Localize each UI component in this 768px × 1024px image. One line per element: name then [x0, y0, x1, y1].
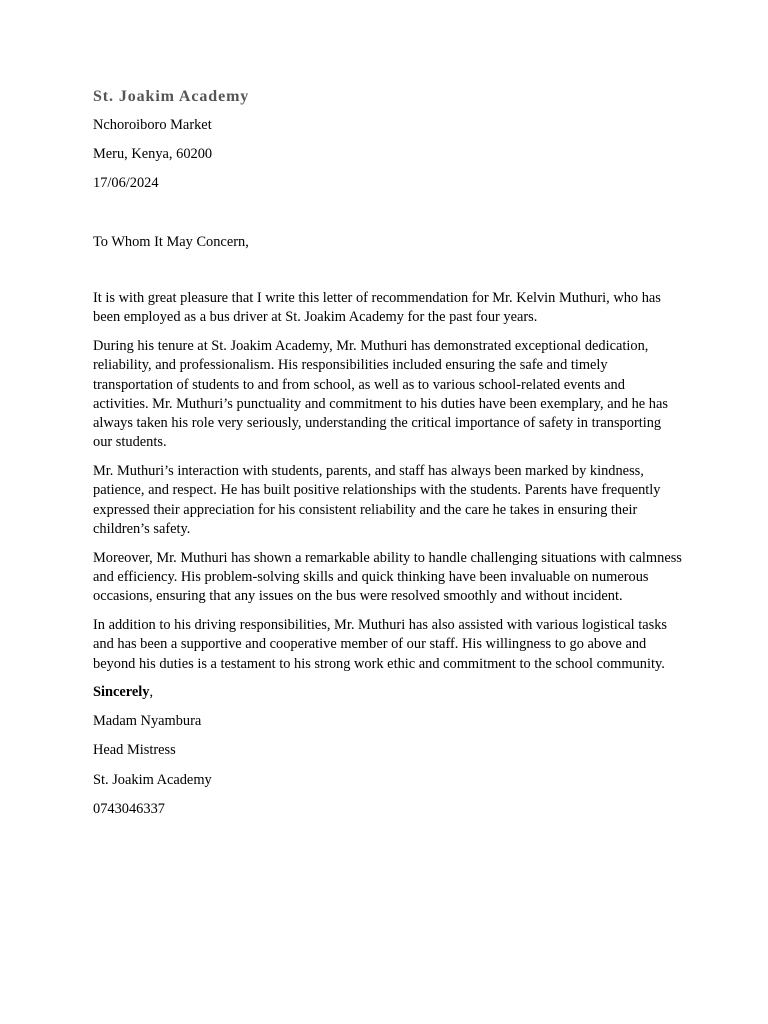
- sender-address-line-1: Nchoroiboro Market: [93, 117, 212, 133]
- valediction-word: Sincerely: [93, 684, 150, 701]
- valediction: [93, 683, 683, 703]
- signatory-title: Head Mistress: [93, 742, 176, 759]
- letter-body: [93, 289, 683, 674]
- body-paragraph-2: During his tenure at St. Joakim Academy, Mr. Muthuri has demonstrated exceptional dedication, reliability, and professionalism. His responsibilities included ensuring the safe and timely transportation of students to and from school, as well as to various school-related events and activities. Mr. Muthuri’s punctuality and commitment to his duties have been exemplary, and he has always taken his role very seriously, understanding the critical importance of safety in transporting our students.: [93, 337, 668, 451]
- body-paragraph-3: Mr. Muthuri’s interaction with students, parents, and staff has always been marked by kindness, patience, and respect. He has built positive relationships with the students. Parents have frequently expressed their appreciation for his consistent reliability and the care he takes in ensuring their children’s safety.: [93, 463, 661, 538]
- sender-address-line-2: Meru, Kenya, 60200: [93, 146, 213, 162]
- signatory-phone: 0743046337: [93, 800, 165, 817]
- letter-closing: [93, 683, 683, 819]
- letter-page: [93, 86, 683, 829]
- signatory-name: Madam Nyambura: [93, 713, 202, 730]
- valediction-punctuation: ,: [149, 684, 154, 701]
- letter-date: 17/06/2024: [93, 175, 159, 191]
- body-paragraph-4: Moreover, Mr. Muthuri has shown a remarkable ability to handle challenging situations with calmness and efficiency. His problem-solving skills and quick thinking have been invaluable on numerous occasions, ensuring that any issues on the bus were resolved smoothly and without incident.: [93, 549, 682, 605]
- salutation: To Whom It May Concern,: [93, 233, 249, 250]
- body-paragraph-5: In addition to his driving responsibilities, Mr. Muthuri has also assisted with various logistical tasks and has been a supportive and cooperative member of our staff. His willingness to go above and beyond his duties is a testament to his strong work ethic and commitment to the school community.: [93, 617, 667, 672]
- sender-organization-name: St. Joakim Academy: [93, 88, 250, 105]
- body-paragraph-1: It is with great pleasure that I write this letter of recommendation for Mr. Kelvin Muthuri, who has been employed as a bus driver at St. Joakim Academy for the past four years.: [93, 290, 661, 326]
- signatory-organization: St. Joakim Academy: [93, 771, 212, 788]
